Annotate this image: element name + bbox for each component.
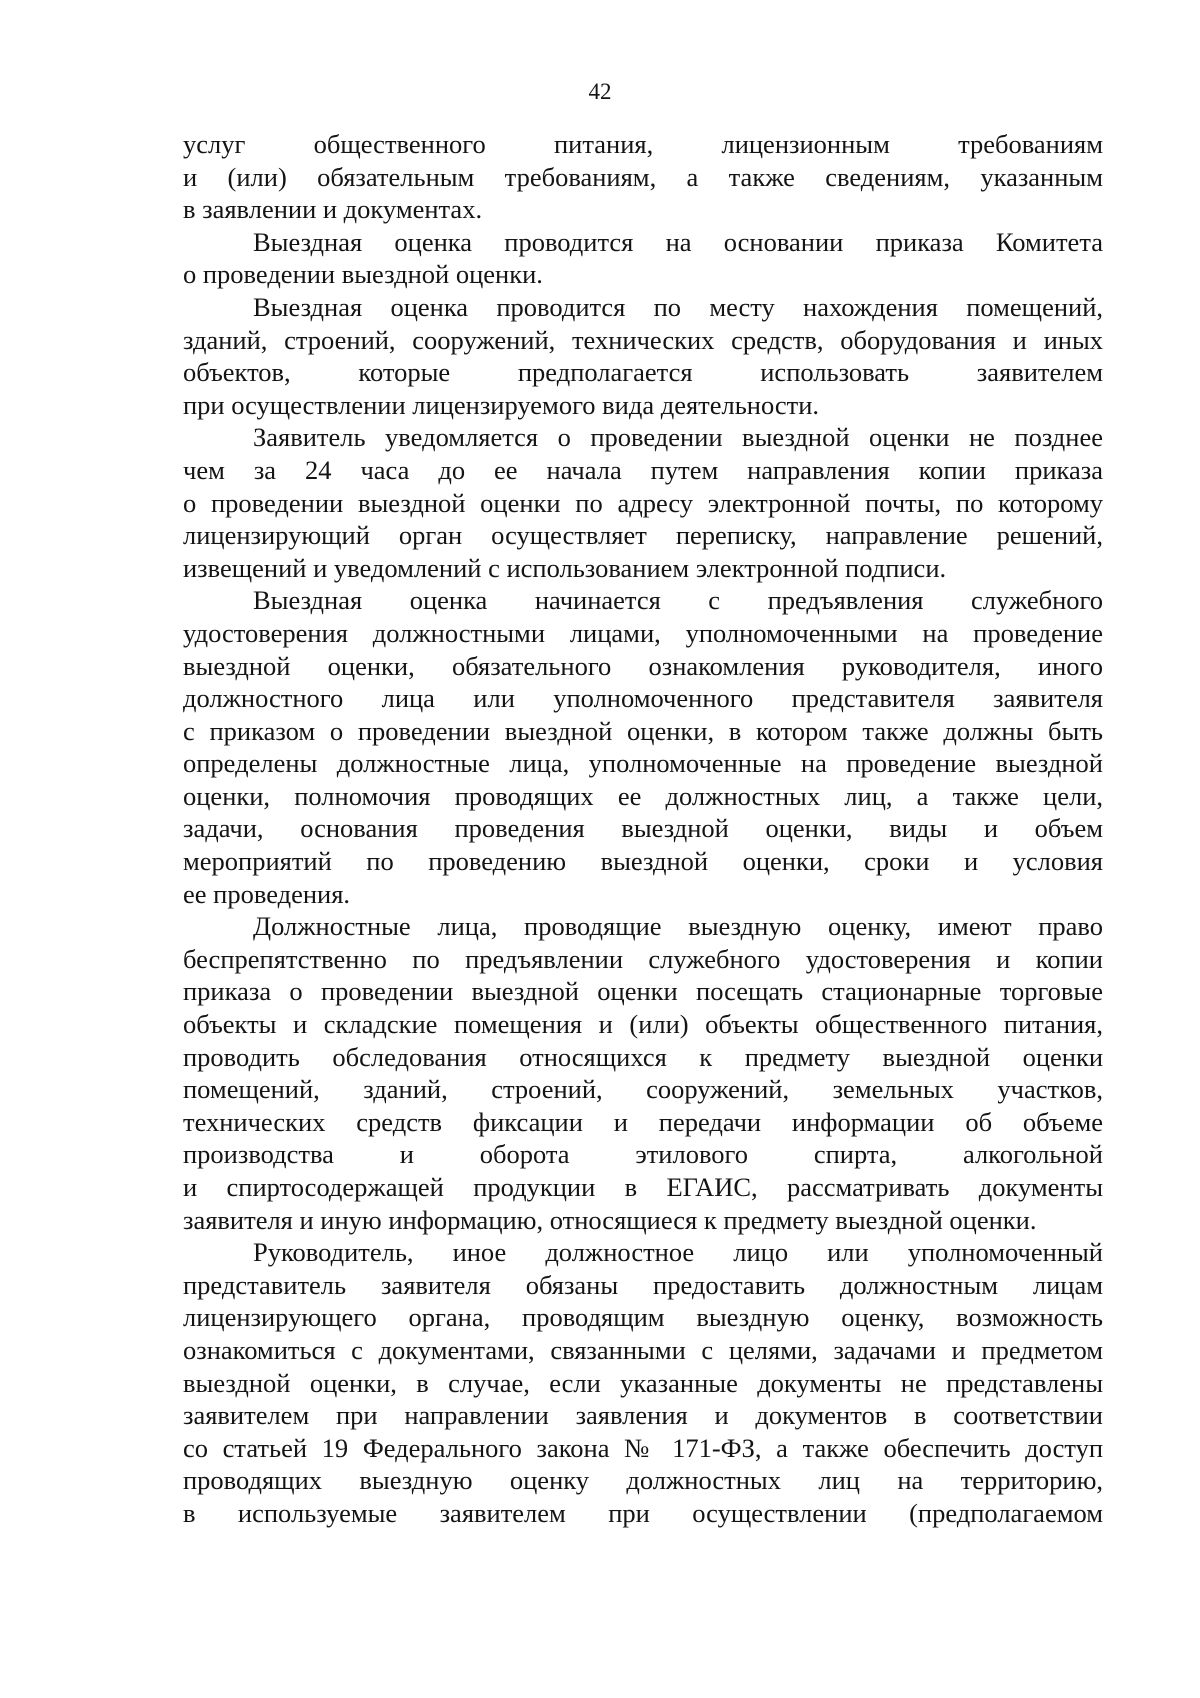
text-line: в используемые заявителем при осуществлении (предполагаемом [183,1497,1103,1528]
paragraph [183,226,1103,291]
text-line: о проведении выездной оценки. [183,259,543,290]
text-line: удостоверения должностными лицами, уполномоченными на проведение [183,617,1103,648]
text-line: зданий, строений, сооружений, технических средств, оборудования и иных [183,324,1103,355]
text-line: и (или) обязательным требованиям, а также сведениям, указанным [183,161,1103,192]
text-line: проводящих выездную оценку должностных лиц на территорию, [183,1465,1103,1496]
text-line: Должностные лица, проводящие выездную оценку, имеют право [253,911,1103,942]
text-line: технических средств фиксации и передачи информации об объеме [183,1106,1103,1137]
text-line: должностного лица или уполномоченного представителя заявителя [183,683,1103,714]
text-line: объекты и складские помещения и (или) объекты общественного питания, [183,1009,1103,1040]
text-line: оценки, полномочия проводящих ее должностных лиц, а также цели, [183,780,1103,811]
paragraph [183,421,1103,584]
text-line: мероприятий по проведению выездной оценки, сроки и условия [183,846,1103,877]
text-line: с приказом о проведении выездной оценки, в котором также должны быть [183,715,1103,746]
text-line: задачи, основания проведения выездной оценки, виды и объем [183,813,1103,844]
paragraph [183,291,1103,421]
text-line: услуг общественного питания, лицензионным требованиям [183,129,1103,159]
text-line: Выездная оценка проводится на основании приказа Комитета [253,226,1103,257]
text-line: заявителем при направлении заявления и документов в соответствии [183,1400,1103,1431]
text-line: извещений и уведомлений с использованием электронной подписи. [183,552,947,583]
text-line: приказа о проведении выездной оценки посещать стационарные торговые [183,976,1103,1007]
text-line: производства и оборота этилового спирта, алкогольной [183,1139,1103,1170]
text-line: объектов, которые предполагается использовать заявителем [183,357,1103,388]
text-line: при осуществлении лицензируемого вида деятельности. [183,389,820,420]
paragraph [183,910,1103,1236]
text-line: представитель заявителя обязаны предоставить должностным лицам [183,1269,1103,1300]
page-number: 42 [588,79,612,104]
text-line: о проведении выездной оценки по адресу электронной почты, по которому [183,487,1103,518]
text-line: выездной оценки, обязательного ознакомления руководителя, иного [183,650,1103,681]
text-line: ее проведения. [183,878,351,909]
text-line: со статьей 19 Федерального закона № 171-ФЗ, а также обеспечить доступ [183,1432,1103,1463]
text-line: Заявитель уведомляется о проведении выездной оценки не позднее [253,422,1103,453]
text-line: определены должностные лица, уполномоченные на проведение выездной [183,748,1103,779]
text-line: и спиртосодержащей продукции в ЕГАИС, рассматривать документы [183,1172,1103,1202]
text-line: помещений, зданий, строений, сооружений, земельных участков, [183,1074,1103,1105]
text-line: чем за 24 часа до ее начала путем направления копии приказа [183,454,1103,485]
text-line: беспрепятственно по предъявлении служебного удостоверения и копии [183,943,1103,974]
paragraph [183,1236,1103,1529]
text-line: выездной оценки, в случае, если указанные документы не представлены [183,1367,1103,1398]
text-line: в заявлении и документах. [183,194,483,225]
text-line: лицензирующего органа, проводящим выездную оценку, возможность [183,1302,1103,1333]
document-body [183,128,1103,1530]
text-line: лицензирующий орган осуществляет переписку, направление решений, [183,520,1103,551]
text-line: проводить обследования относящихся к предмету выездной оценки [183,1041,1103,1072]
text-line: Выездная оценка начинается с предъявления служебного [253,585,1103,616]
text-line: заявителя и иную информацию, относящиеся к предмету выездной оценки. [183,1204,1037,1235]
text-line: Выездная оценка проводится по месту нахождения помещений, [253,291,1103,322]
text-line: Руководитель, иное должностное лицо или уполномоченный [253,1237,1103,1268]
paragraph [183,128,1103,226]
text-line: ознакомиться с документами, связанными с целями, задачами и предметом [183,1334,1103,1365]
paragraph [183,584,1103,910]
